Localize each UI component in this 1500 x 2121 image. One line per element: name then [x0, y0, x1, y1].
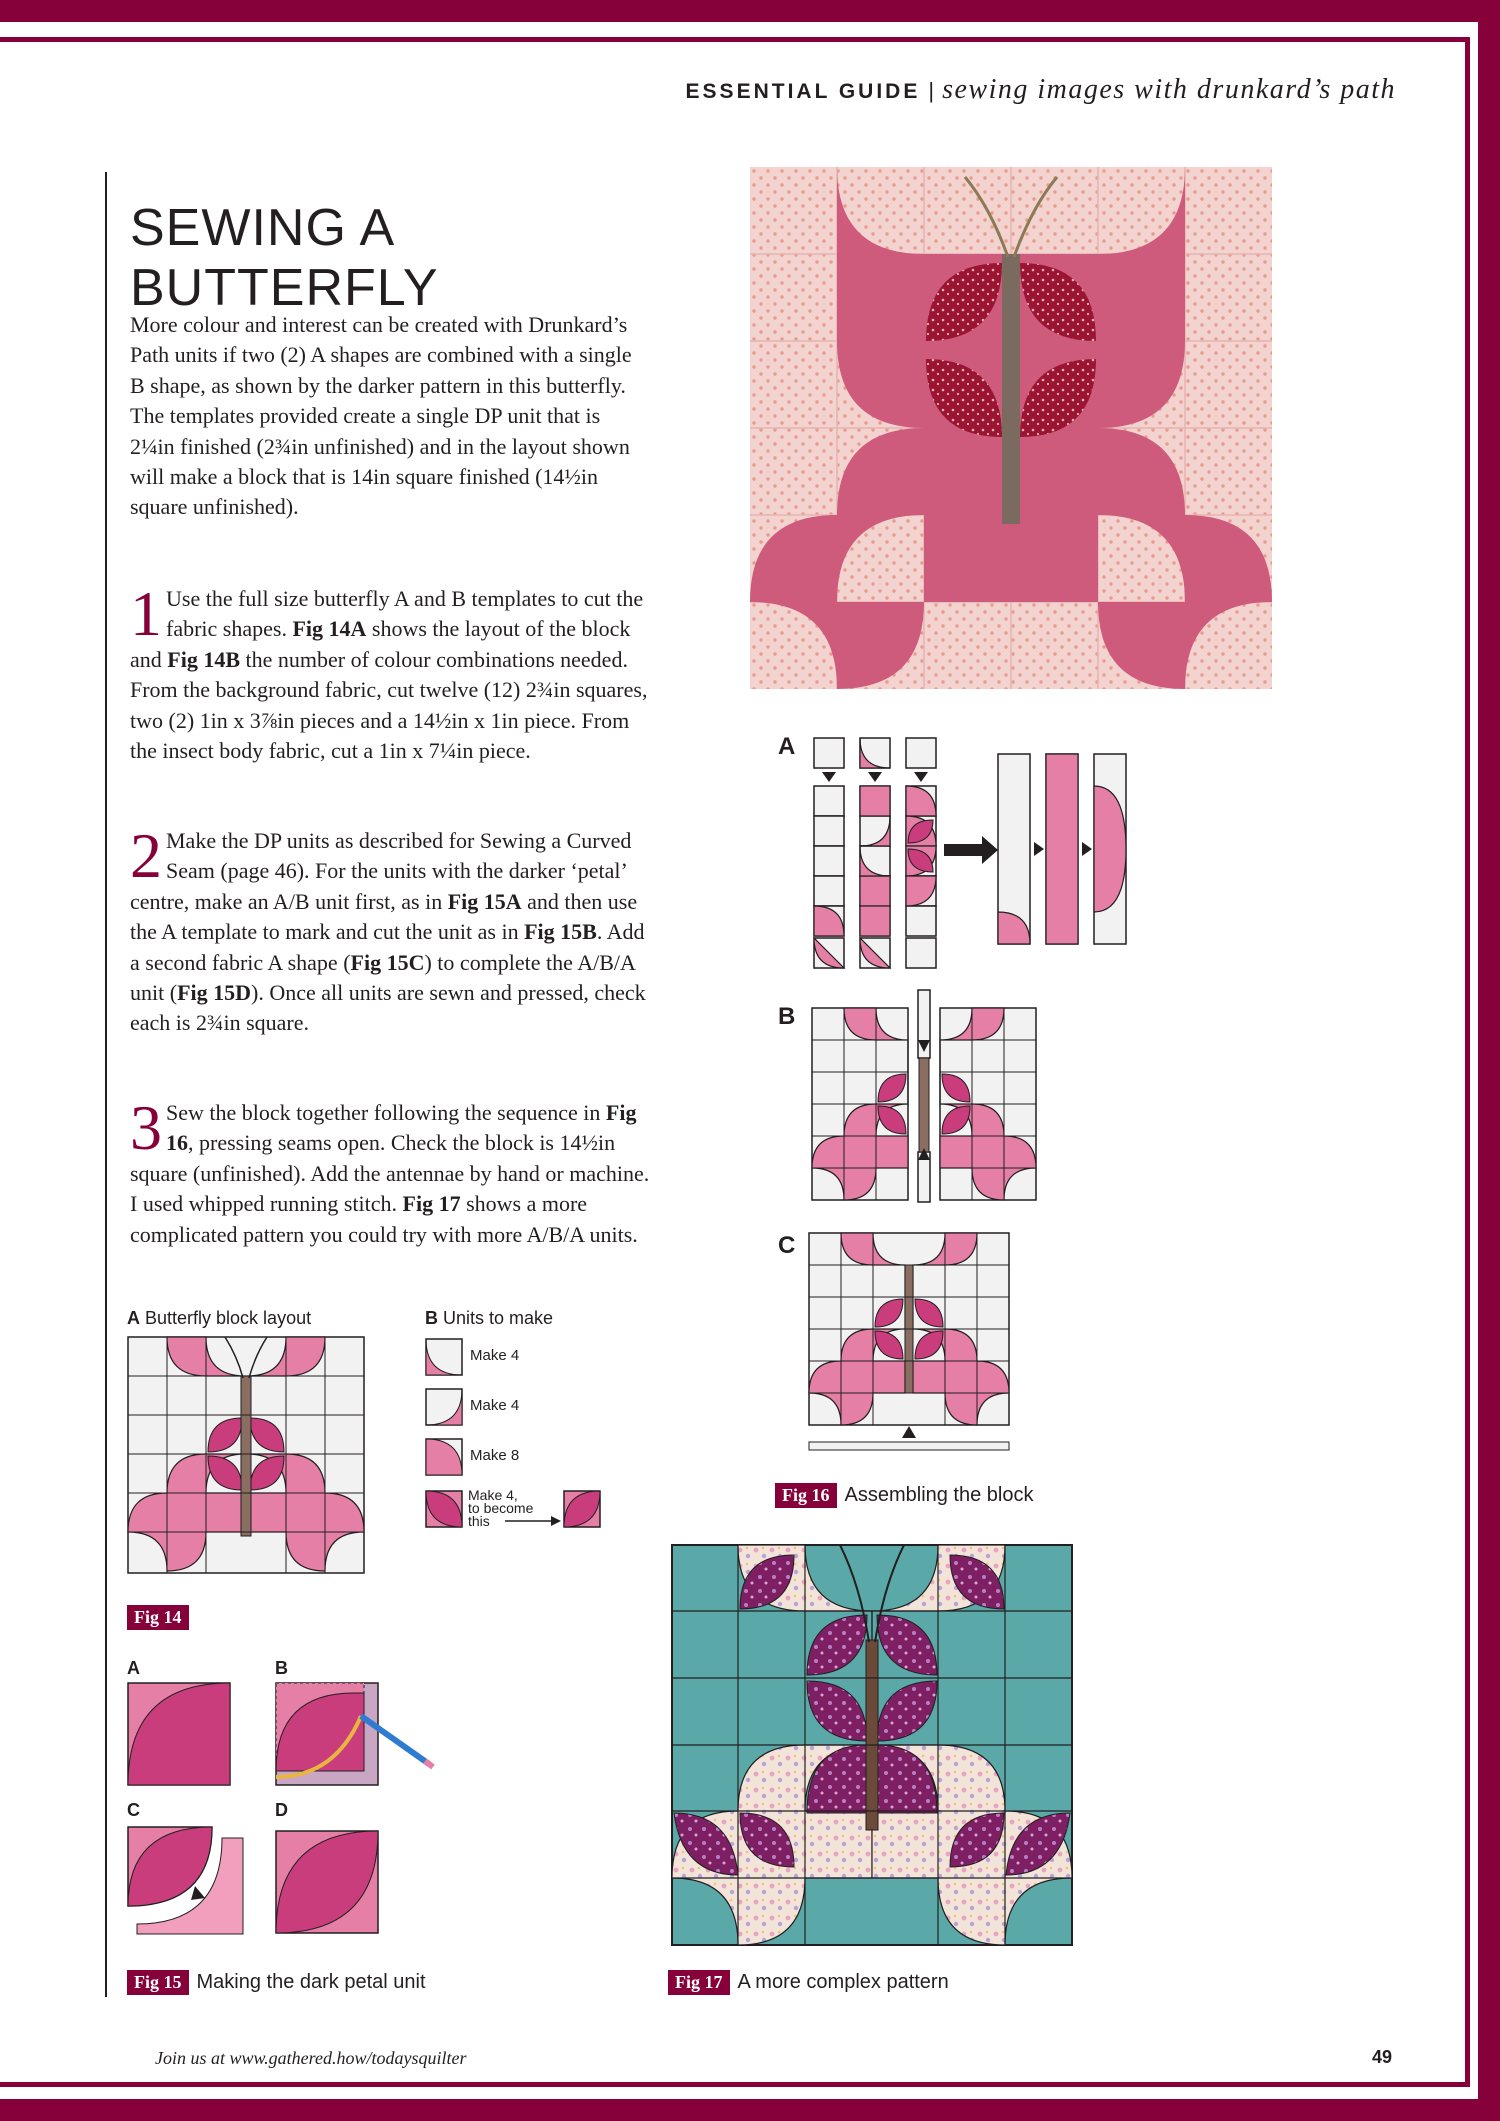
- fig14-label: [127, 1605, 189, 1630]
- fig16-c-assembled-diagram: [808, 1232, 1010, 1452]
- step-3-number: 3: [130, 1092, 162, 1163]
- fig14-b-heading: [425, 1308, 553, 1329]
- fig16-letter-a: A: [778, 733, 796, 760]
- step-1-ref-b: Fig 14B: [167, 646, 240, 672]
- step-3-ref-b: Fig 17: [402, 1191, 461, 1217]
- fig17-tag: Fig 17: [668, 1970, 730, 1995]
- header-guide: ESSENTIAL GUIDE: [685, 80, 921, 103]
- intro-paragraph: More colour and interest can be created with Drunkard’s Path units if two (2) A shapes are combined with a single B shape, as shown by the darker pattern in this butterfly. The templates provided create a single DP unit that is 2¼in finished (2¾in unfinished) and in the layout shown will make a block that is 14in square finished (14½in square unfinished).: [130, 312, 632, 520]
- fig14-unit-1: [425, 1338, 463, 1376]
- fig14-become-arrow: [505, 1516, 561, 1526]
- page-number: 49: [1372, 2047, 1393, 2067]
- step-2-ref-d: Fig 15D: [177, 980, 252, 1006]
- fig14-a-heading: [127, 1308, 311, 1329]
- fig16-letter-c: C: [778, 1232, 796, 1259]
- step-2-number: 2: [130, 820, 162, 891]
- fig14-unit-result: [563, 1490, 601, 1528]
- step-1-number: 1: [130, 578, 162, 649]
- step-3-text-3: shows a more complicated pattern you could try with more A/B/A units.: [130, 1191, 638, 1247]
- fig14-unit-4-line-1: Make 4,: [468, 1487, 518, 1503]
- fig16-letter-b: B: [778, 1003, 796, 1030]
- step-3-text: Sew the block together following the sequence in: [166, 1100, 606, 1125]
- step-1: [130, 578, 650, 766]
- step-2-text-5: ). Once all units are sewn and pressed, check each is 2¾in square.: [130, 980, 646, 1036]
- fig17-label: [668, 1970, 949, 1995]
- step-1-text: Use the full size butterfly A and B templates to cut the fabric shapes.: [166, 586, 644, 642]
- step-2: [130, 820, 650, 1039]
- step-2-text-3: . Add a second fabric A shape (: [130, 919, 645, 975]
- fig15-caption: Making the dark petal unit: [196, 1971, 426, 1993]
- step-2-text-2: and then use the A template to mark and cut the unit as in: [130, 888, 638, 945]
- fig14-unit-4-line-2: to become: [468, 1500, 534, 1516]
- column-rule: [105, 172, 107, 1997]
- fig15-tag: Fig 15: [127, 1970, 189, 1995]
- running-header: [686, 74, 1396, 106]
- fig14-unit-4-line-3: this: [468, 1513, 490, 1529]
- step-2-ref-c: Fig 15C: [350, 949, 425, 975]
- header-separator: |: [928, 78, 935, 103]
- step-1-text-2: shows the layout of the block and: [130, 616, 631, 672]
- fig15-b-diagram: [275, 1682, 435, 1788]
- fig14-unit-3: [425, 1438, 463, 1476]
- title-line-1: SEWING A: [130, 199, 396, 257]
- step-1-ref-a: Fig 14A: [292, 616, 367, 642]
- step-3-text-2: , pressing seams open. Check the block is 14½in square (unfinished). Add the antennae by hand or machine. I used whipped running stitch.: [130, 1130, 650, 1217]
- fig14-b-letter: B: [425, 1308, 438, 1328]
- fig14-unit-4: [425, 1490, 463, 1528]
- fig14-butterfly-layout-diagram: [127, 1336, 367, 1576]
- fig15-d-diagram: [275, 1830, 381, 1936]
- fig16-tag: Fig 16: [775, 1483, 837, 1508]
- step-3: [130, 1092, 650, 1250]
- article-title: [130, 198, 439, 318]
- step-2-text: Make the DP units as described for Sewing a Curved Seam (page 46). For the units with the darker ‘petal’ centre, make an A/B unit first, as in: [130, 828, 632, 914]
- butterfly-quilt-photo: [750, 167, 1272, 689]
- footer-link-text: Join us at www.gathered.how/todaysquilter: [155, 2048, 467, 2068]
- fig15-letter-d: D: [275, 1800, 288, 1820]
- fig14-unit-2: [425, 1388, 463, 1426]
- fig14-a-letter: A: [127, 1308, 140, 1328]
- header-subtitle: sewing images with drunkard’s path: [942, 74, 1396, 105]
- fig17-caption: A more complex pattern: [737, 1971, 949, 1993]
- fig14-unit-3-label: Make 8: [470, 1447, 520, 1464]
- fig14-a-title: Butterfly block layout: [145, 1308, 312, 1328]
- step-1-text-3: the number of colour combinations needed. From the background fabric, cut twelve (12) 2¾in squares, two (2) 1in x 3⅞in pieces and a 14½in x 1in piece. From the insect body fabric, cut a 1in x 7¼in piece.: [130, 646, 648, 764]
- step-2-ref-b: Fig 15B: [524, 919, 597, 945]
- step-2-ref-a: Fig 15A: [447, 888, 522, 914]
- fig15-a-diagram: [127, 1682, 233, 1788]
- fig17-complex-pattern: [672, 1545, 1072, 1945]
- title-line-2: BUTTERFLY: [130, 259, 439, 317]
- fig15-letter-c: C: [127, 1800, 140, 1820]
- fig15-letter-b: B: [275, 1658, 288, 1678]
- fig14-tag: Fig 14: [127, 1605, 189, 1630]
- step-2-text-4: ) to complete the A/B/A unit (: [130, 949, 635, 1006]
- fig15-letter-a: A: [127, 1658, 140, 1678]
- fig16-label: [775, 1483, 1033, 1508]
- fig16-caption: Assembling the block: [844, 1484, 1034, 1506]
- fig14-unit-1-label: Make 4: [470, 1347, 520, 1364]
- fig14-b-title: Units to make: [443, 1308, 554, 1328]
- fig15-label: [127, 1970, 426, 1995]
- fig16-a-column-diagram: [812, 738, 1112, 976]
- fig14-unit-2-label: Make 4: [470, 1397, 520, 1414]
- fig15-c-diagram: [127, 1826, 245, 1936]
- fig16-b-halves-diagram: [812, 990, 1037, 1205]
- step-3-ref-a: Fig 16: [166, 1100, 637, 1156]
